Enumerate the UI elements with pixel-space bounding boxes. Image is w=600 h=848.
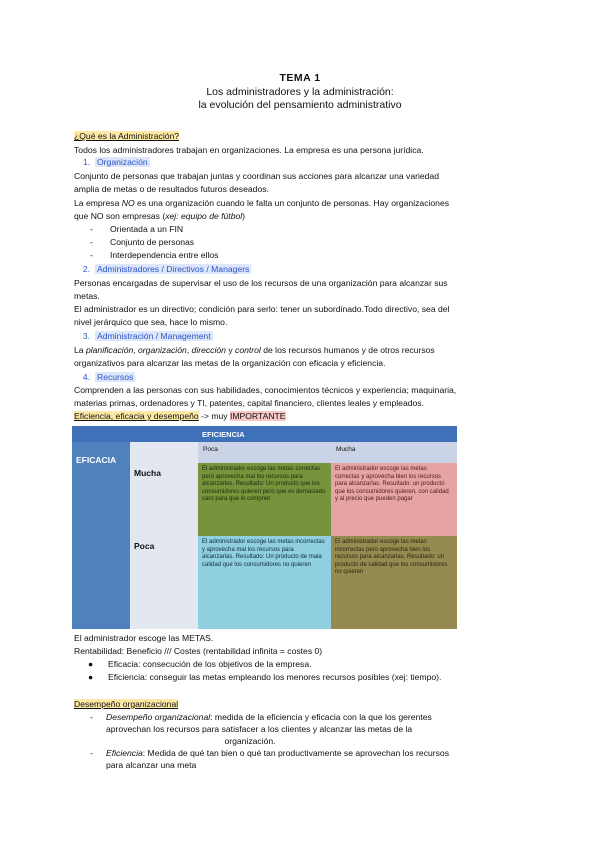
list-item: - Conjunto de personas [90, 237, 195, 247]
paragraph: para alcanzar una meta [106, 760, 197, 770]
corner-cell [130, 442, 198, 463]
section-heading-administracion: ¿Qué es la Administración? [74, 131, 180, 141]
paragraph: metas. [74, 291, 100, 301]
list-item: - Orientada a un FIN [90, 224, 184, 234]
section-heading-desempeno: Desempeño organizacional [74, 699, 179, 709]
document-subtitle-2: la evolución del pensamiento administrativo [198, 99, 402, 111]
paragraph: La empresa NO es una organización cuando le falta un conjunto de personas. Hay organizaciones [74, 198, 450, 208]
paragraph: Conjunto de personas que trabajan juntas y coordinan sus acciones para alcanzar una variedad [74, 171, 439, 181]
paragraph: Todos los administradores trabajan en organizaciones. La empresa es una persona jurídica. [74, 145, 424, 155]
col-label-poca: Poca [198, 442, 331, 463]
paragraph: Rentabilidad: Beneficio /// Costes (rentabilidad infinita = costes 0) [74, 646, 323, 656]
document-subtitle-1: Los administradores y la administración: [206, 86, 394, 98]
list-item: ● Eficacia: consecución de los objetivos de la empresa. [88, 659, 312, 669]
row-label-mucha: Mucha [130, 463, 198, 536]
paragraph: nivel jerárquico que sea, hace lo mismo. [74, 317, 228, 327]
definition-desempeno: Desempeño organizacional: medida de la eficiencia y eficacia con la que los gerentes [106, 712, 432, 722]
paragraph: que NO son empresas (xej: equipo de fútbol) [74, 211, 246, 221]
quadrant-poca-poca: El administrador escoge las metas incorrectas y aprovecha mal los recursos para alcanzarlas. Resultado: Un producto de mala calidad que los consumidores no quieren [198, 536, 331, 629]
paragraph: amplia de metas o de resultados futuros deseados. [74, 184, 269, 194]
quadrant-mucha-poca: El administrador escoge las metas correctas pero aprovecha mal los recursos para alcanzarlos. Resultado: Un producto que los consumidores quieren pero que es demasiado caro para que lo compren [198, 463, 331, 536]
paragraph: organización. [224, 736, 276, 746]
numbered-heading-administradores: 2. Administradores / Directivos / Managers [82, 264, 250, 274]
paragraph: La planificación, organización, dirección y control de los recursos humanos y de otros recursos [74, 345, 435, 355]
paragraph: materias primas, ordenadores y TI, patentes, capital financiero, clientes leales y empleados. [74, 398, 424, 408]
numbered-heading-recursos: 4. Recursos [82, 372, 134, 382]
efficiency-efficacy-matrix [72, 426, 457, 629]
col-label-mucha: Mucha [331, 442, 457, 463]
row-label-poca: Poca [130, 536, 198, 629]
paragraph: El administrador escoge las METAS. [74, 633, 214, 643]
section-heading-eficiencia: Eficiencia, eficacia y desempeño -> muy IMPORTANTE [74, 411, 286, 421]
paragraph: organizativos para alcanzar las metas de la organización con eficacia y eficiencia. [74, 358, 386, 368]
numbered-heading-management: 3. Administración / Management [82, 331, 211, 341]
list-item-dash: - [90, 748, 93, 758]
list-item: - Interdependencia entre ellos [90, 250, 219, 260]
quadrant-mucha-mucha: El administrador escoge las metas correctas y aprovecha bien los recursos para alcanzarlas. Resultado: un producto que los consumidores quieren, con calidad y al precio que pueden pagar [331, 463, 457, 536]
eficiencia-header: EFICIENCIA [72, 426, 457, 442]
paragraph: Comprenden a las personas con sus habilidades, conocimientos técnicos y experiencia; maquinaria, [74, 385, 457, 395]
numbered-heading-organizacion: 1. Organización [82, 157, 148, 167]
paragraph: Personas encargadas de supervisar el uso de los recursos de una organización para alcanzar sus [74, 278, 448, 288]
list-item-dash: - [90, 712, 93, 722]
paragraph: aprovechan los recursos para satisfacer a los clientes y alcanzar las metas de la [106, 724, 413, 734]
document-title: TEMA 1 [279, 72, 321, 84]
paragraph: El administrador es un directivo; condición para serlo: tener un subordinado.Todo directivo, sea del [74, 304, 450, 314]
eficacia-header-cell: EFICACIA [72, 442, 130, 629]
list-item: ● Eficiencia: conseguir las metas empleando los menores recursos posibles (xej: tiempo). [88, 672, 442, 682]
definition-eficiencia: Eficiencia: Medida de qué tan bien o qué tan productivamente se aprovechan los recursos [106, 748, 450, 758]
quadrant-poca-mucha: El administrador escoge las metas incorrectas pero aprovecha bien los recursos para alcanzarlas. Resultado: un producto de calidad que los consumidores no quieren [331, 536, 457, 629]
